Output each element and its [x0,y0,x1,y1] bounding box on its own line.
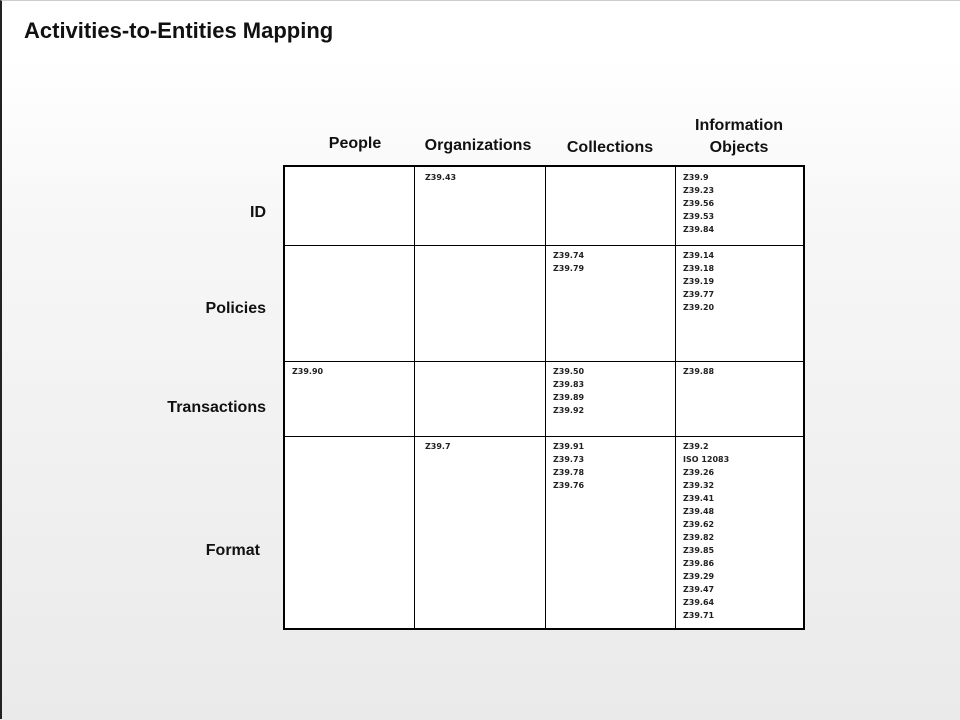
standard-code: Z39.78 [553,468,585,477]
standard-code: Z39.90 [292,367,324,376]
cell-transactions-collections [553,365,584,417]
standard-code: Z39.20 [683,303,715,312]
standard-code: Z39.83 [553,380,585,389]
standard-code: Z39.64 [683,598,715,607]
standard-code: Z39.23 [683,186,715,195]
standard-code: Z39.82 [683,533,715,542]
cell-transactions-people [292,365,323,378]
standard-code: Z39.43 [425,173,457,182]
cell-id-information-objects [683,171,714,236]
row-header-transactions: Transactions [167,399,266,416]
standard-code: Z39.88 [683,367,715,376]
standard-code: Z39.26 [683,468,715,477]
standard-code: Z39.76 [553,481,585,490]
cell-policies-collections [553,249,584,275]
standard-code: Z39.89 [553,393,585,402]
standard-code: Z39.9 [683,173,709,182]
standard-code: Z39.18 [683,264,715,273]
standard-code: Z39.19 [683,277,715,286]
column-header-information-objects [672,115,806,159]
column-header-information-objects-line2: Objects [709,139,769,156]
standard-code: Z39.71 [683,611,715,620]
standard-code: Z39.29 [683,572,715,581]
column-header-people: People [328,135,382,152]
cell-id-organizations [425,171,456,184]
standard-code: Z39.62 [683,520,715,529]
standard-code: Z39.73 [553,455,585,464]
column-header-information-objects-line1: Information [695,117,783,134]
standard-code: Z39.7 [425,442,451,451]
standard-code: Z39.41 [683,494,715,503]
standard-code: Z39.86 [683,559,715,568]
grid-divider [285,245,803,246]
column-header-organizations: Organizations [424,137,532,154]
standard-code: Z39.53 [683,212,715,221]
row-header-format: Format [205,542,260,559]
standard-code: Z39.2 [683,442,709,451]
row-header-policies: Policies [205,300,266,317]
mapping-grid [283,165,805,630]
column-header-collections: Collections [566,139,654,156]
standard-code: Z39.84 [683,225,715,234]
standard-code: Z39.79 [553,264,585,273]
cell-transactions-information-objects [683,365,714,378]
standard-code: Z39.48 [683,507,715,516]
standard-code: Z39.56 [683,199,715,208]
page-title: Activities-to-Entities Mapping [24,18,334,43]
grid-divider [285,436,803,437]
cell-format-collections [553,440,584,492]
standard-code: Z39.92 [553,406,585,415]
standard-code: Z39.50 [553,367,585,376]
row-header-id: ID [250,204,266,221]
grid-divider [675,167,676,628]
cell-format-organizations [425,440,451,453]
grid-divider [414,167,415,628]
standard-code: Z39.32 [683,481,715,490]
cell-format-information-objects [683,440,729,622]
standard-code: Z39.91 [553,442,585,451]
standard-code: Z39.74 [553,251,585,260]
cell-policies-information-objects [683,249,714,314]
grid-divider [285,361,803,362]
grid-divider [545,167,546,628]
standard-code: Z39.47 [683,585,715,594]
standard-code: Z39.85 [683,546,715,555]
standard-code: Z39.77 [683,290,715,299]
standard-code: ISO 12083 [683,455,730,464]
standard-code: Z39.14 [683,251,715,260]
